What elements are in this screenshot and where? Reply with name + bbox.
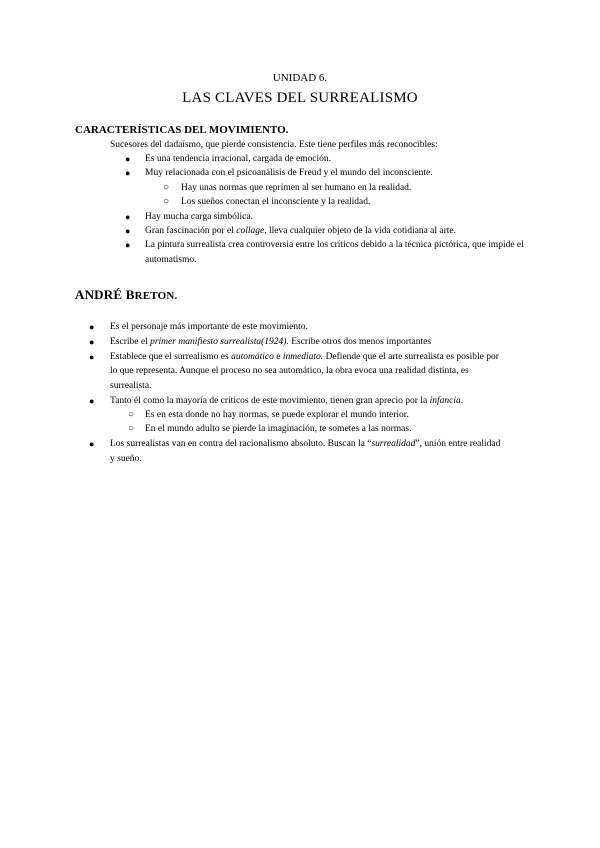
sublist-item-text: Los sueños conectan el inconsciente y la realidad. [181, 197, 371, 208]
list-item-text-cont: e [273, 351, 283, 362]
sublist [163, 181, 535, 210]
list-item-text-cont: Escribe otros dos menos importantes [288, 336, 432, 347]
sublist-item [128, 408, 505, 422]
emphasis-automatic: automático [231, 351, 274, 362]
bullet-disc-icon: ● [125, 240, 131, 251]
emphasis-childhood: infancia [429, 395, 461, 406]
bullet-disc-icon: ● [89, 351, 95, 362]
emphasis-immediate: inmediato. [282, 351, 324, 362]
emphasis-surreality: surrealidad [371, 439, 416, 450]
list-item-text-cont: Defiende que el arte surrealista es posible por lo que representa. Aunque el proceso no sea automático, la obra evoca una realidad distinta, es surrealista. [110, 351, 499, 391]
list-item-text: Gran fascinación por el [145, 226, 237, 237]
heading-part: RETON. [134, 290, 178, 302]
bullet-disc-icon: ● [89, 439, 95, 450]
bullet-circle-icon: ○ [128, 408, 135, 420]
bullet-disc-icon: ● [125, 168, 131, 179]
heading-part: ANDRÉ [75, 287, 126, 302]
list-item [125, 166, 535, 209]
bullet-circle-icon: ○ [163, 196, 170, 208]
sublist [128, 408, 505, 437]
page-title: LAS CLAVES DEL SURREALISMO [182, 90, 418, 106]
list-item [89, 335, 505, 349]
list-item [125, 152, 535, 166]
list-item [89, 320, 505, 334]
bullet-disc-icon: ● [89, 336, 95, 347]
list-item-text-cont: . [460, 395, 464, 406]
list-item-text: Es el personaje más importante de este movimiento. [110, 322, 308, 332]
bullet-disc-icon: ● [125, 211, 131, 222]
sublist-item [128, 422, 505, 436]
sublist-item-text: Hay unas normas que reprimen al ser humano en la realidad. [181, 182, 412, 193]
list-item-text-cont: , lleva cualquier objeto de la vida cotidiana al arte. [264, 226, 457, 237]
heading-initial: B [125, 287, 135, 302]
sublist-item-text: En el mundo adulto se pierde la imaginación, te sometes a las normas. [145, 424, 412, 435]
bullet-circle-icon: ○ [128, 423, 135, 435]
list-item [89, 394, 505, 437]
list-item-text: Es una tendencia irracional, cargada de emoción. [145, 154, 332, 164]
list-item [89, 437, 505, 466]
list-item-text: Establece que el surrealismo es [110, 351, 232, 362]
section-heading-characteristics: CARACTERÍSTICAS DEL MOVIMIENTO. [75, 124, 289, 136]
list-item [125, 210, 535, 224]
section-heading-andre-breton [75, 287, 177, 303]
bullet-disc-icon: ● [89, 322, 95, 332]
list-item-text-cont: ”, unión entre realidad y sueño. [110, 439, 501, 464]
bullet-circle-icon: ○ [163, 181, 170, 193]
breton-list [89, 320, 505, 467]
list-item-text: La pintura surrealista crea controversia entre los críticos debido a la técnica pictórica, que impide el automatismo. [145, 240, 524, 265]
sublist-item-text: Es en esta donde no hay normas, se puede explorar el mundo interior. [145, 409, 409, 420]
bullet-disc-icon: ● [125, 154, 131, 164]
list-item-text: Escribe el [110, 336, 151, 347]
list-item [89, 350, 505, 393]
list-item-text: Hay mucha carga simbólica. [145, 211, 253, 222]
sublist-item [163, 195, 535, 209]
emphasis-manifesto: primer manifiesto surrealista(1924). [150, 336, 289, 347]
list-item [125, 224, 535, 238]
list-item-text: Tanto él como la mayoría de críticos de este movimiento, tienen gran aprecio por la [110, 395, 430, 406]
list-item [125, 238, 535, 267]
bullet-disc-icon: ● [125, 226, 131, 237]
emphasis-collage: collage [236, 226, 265, 237]
section-intro: Sucesores del dadaísmo, que pierde consistencia. Este tiene perfiles más reconocibles: [110, 140, 438, 150]
list-item-text: Los surrealistas van en contra del racionalismo absoluto. Buscan la “ [110, 439, 372, 450]
sublist-item [163, 181, 535, 195]
characteristics-list [125, 152, 535, 267]
unit-label: UNIDAD 6. [272, 72, 328, 84]
list-item-text: Muy relacionada con el psicoanálisis de Freud y el mundo del inconsciente. [145, 168, 433, 179]
bullet-disc-icon: ● [89, 395, 95, 406]
